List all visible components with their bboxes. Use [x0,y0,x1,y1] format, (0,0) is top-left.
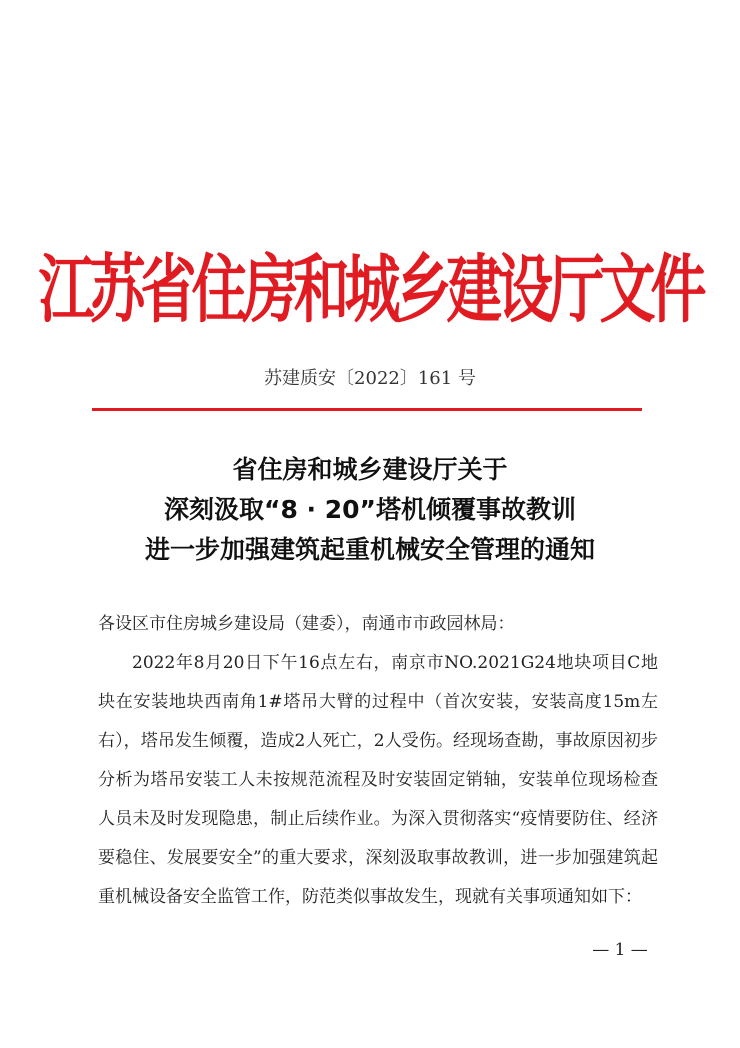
body-paragraph: 2022年8月20日下午16点左右，南京市NO.2021G24地块项目C地块在安装地块西南角1#塔吊大臂的过程中（首次安装，安装高度15m左右），塔吊发生倾覆，造成2人死亡，2人受伤。经现场查勘，事故原因初步分析为塔吊安装工人未按规范流程及时安装固定销轴，安装单位现场检查人员未及时发现隐患，制止后续作业。为深入贯彻落实“疫情要防住、经济要稳住、发展要安全”的重大要求，深刻汲取事故教训，进一步加强建筑起重机械设备安全监管工作，防范类似事故发生，现就有关事项通知如下： [98,653,658,907]
notice-title-line-1: 省住房和城乡建设厅关于 [232,455,508,484]
document-header-title: 江苏省住房和城乡建设厅文件 [38,247,702,334]
red-divider-line [92,408,642,411]
notice-title-line-3: 进一步加强建筑起重机械安全管理的通知 [144,535,595,564]
document-number: 苏建质安〔2022〕161 号 [264,368,476,389]
addressee-line: 各设区市住房城乡建设局（建委），南通市市政园林局： [98,614,515,634]
notice-title-line-2: 深刻汲取“8 · 20”塔机倾覆事故教训 [164,495,576,524]
notice-title [0,450,740,570]
page-number: — 1 — [592,940,648,960]
notice-body [98,605,658,917]
